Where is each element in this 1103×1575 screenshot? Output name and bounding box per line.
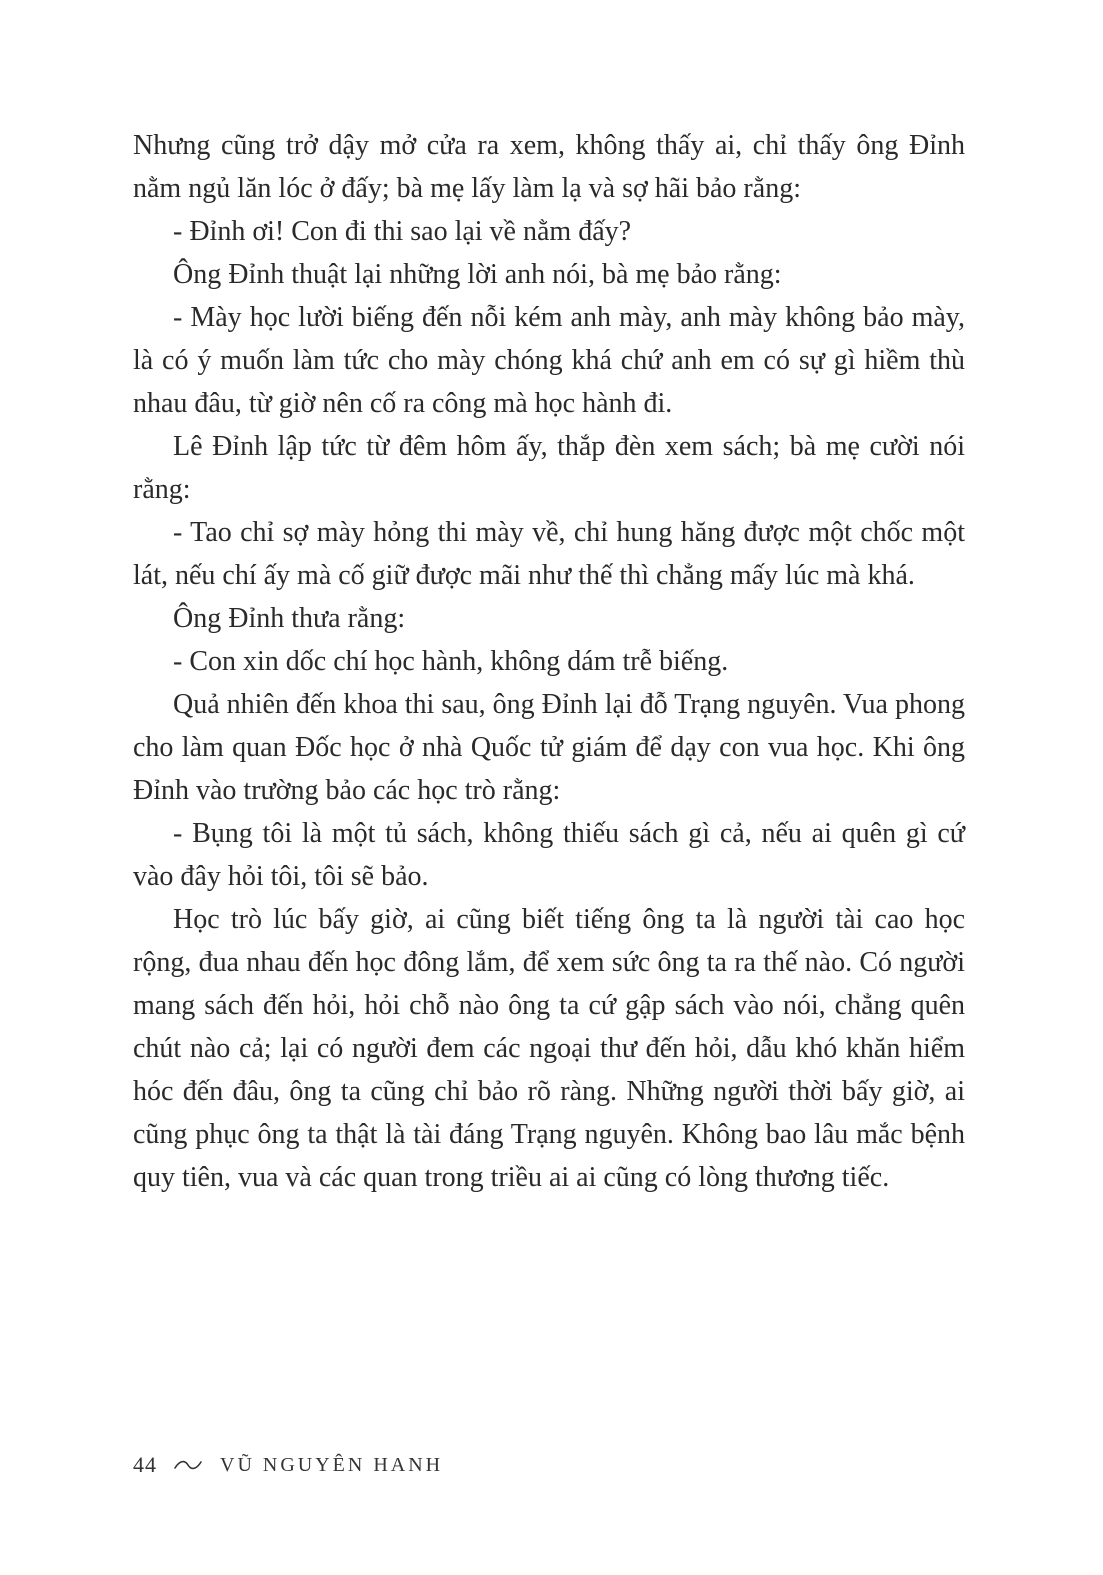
body-text [133,124,965,1199]
paragraph: Ông Đỉnh thưa rằng: [173,603,406,634]
paragraph: - Đỉnh ơi! Con đi thi sao lại về nằm đấy? [173,216,632,247]
paragraph: - Bụng tôi là một tủ sách, không thiếu sách gì cả, nếu ai quên gì cứ vào đây hỏi tôi, tôi sẽ bảo. [133,818,965,892]
paragraph: Học trò lúc bấy giờ, ai cũng biết tiếng ông ta là người tài cao học rộng, đua nhau đến học đông lắm, để xem sức ông ta ra thế nào. Có người mang sách đến hỏi, hỏi chỗ nào ông ta cứ gập sách vào nói, chẳng quên chút nào cả; lại có người đem các ngoại thư đến hỏi, dẫu khó khăn hiểm hóc đến đâu, ông ta cũng chỉ bảo rõ ràng. Những người thời bấy giờ, ai cũng phục ông ta thật là tài đáng Trạng nguyên. Không bao lâu mắc bệnh quy tiên, vua và các quan trong triều ai ai cũng có lòng thương tiếc. [133,904,965,1193]
paragraph: - Con xin dốc chí học hành, không dám trễ biếng. [173,646,729,677]
paragraph: Quả nhiên đến khoa thi sau, ông Đỉnh lại đỗ Trạng nguyên. Vua phong cho làm quan Đốc học ở nhà Quốc tử giám để dạy con vua học. Khi ông Đỉnh vào trường bảo các học trò rằng: [133,689,965,806]
page-number: 44 [133,1451,157,1477]
paragraph: Nhưng cũng trở dậy mở cửa ra xem, không thấy ai, chỉ thấy ông Đỉnh nằm ngủ lăn lóc ở đấy; bà mẹ lấy làm lạ và sợ hãi bảo rằng: [133,130,965,204]
page-footer [133,1448,443,1478]
paragraph: Ông Đỉnh thuật lại những lời anh nói, bà mẹ bảo rằng: [173,259,782,290]
tilde-swash-icon [173,1450,203,1480]
author-name: VŨ NGUYÊN HANH [220,1453,444,1476]
paragraph: Lê Đỉnh lập tức từ đêm hôm ấy, thắp đèn xem sách; bà mẹ cười nói rằng: [133,431,965,505]
paragraph: - Tao chỉ sợ mày hỏng thi mày về, chỉ hung hăng được một chốc một lát, nếu chí ấy mà cố giữ được mãi như thế thì chẳng mấy lúc mà khá. [133,517,965,591]
paragraph: - Mày học lười biếng đến nỗi kém anh mày, anh mày không bảo mày, là có ý muốn làm tức cho mày chóng khá chứ anh em có sự gì hiềm thù nhau đâu, từ giờ nên cố ra công mà học hành đi. [133,302,965,419]
